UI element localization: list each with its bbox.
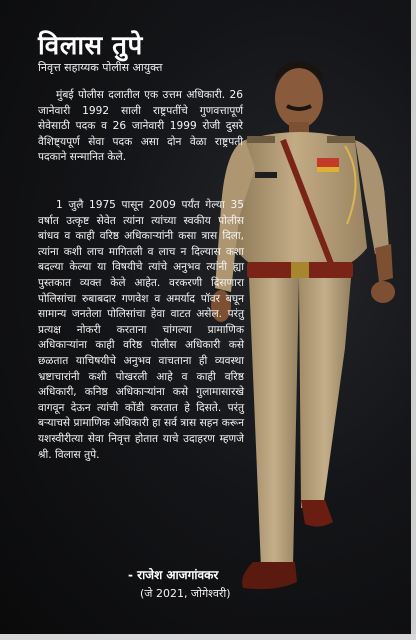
bio-paragraph-1: मुंबई पोलीस दलातील एक उत्तम अधिकारी. 26 जानेवारी 1992 साली राष्ट्रपतींचे गुणवत्तापूर्ण सेवेसाठी पदक व 26 जानेवारी 1999 रोजी दुसरे वैशिष्ट्यपूर्ण सेवा पदक असा दोन वेळा राष्ट्रपती पदकाने सन्मानित केले. [38,89,243,164]
author-designation: निवृत्त सहाय्यक पोलीस आयुक्त [38,61,163,74]
author-name-title: विलास तुपे [38,31,143,61]
signature-note: (जे 2021, जोगेश्वरी) [140,587,231,600]
page-edge-bottom [0,634,416,640]
bio-paragraph-2: 1 जुलै 1975 पासून 2009 पर्यंत गेल्या 35 वर्षात उत्कृष्ट सेवेत त्यांना त्यांच्या स्वकीय पोलीस बांधव व काही वरिष्ठ अधिकाऱ्यांनी कसा त्रास दिला, त्यांना कशी लाच मागितली व लाच न दिल्यास कशा बदल्या केल्या या विषयीचे त्यांचे अनुभव त्यांनी ह्या पुस्तकात व्यक्त केले आहेत. वरकरणी दिसणारा पोलिसांचा रुबाबदार गणवेश व अमर्याद पॉवर बघून सामान्य जनतेला पोलिसांचा हेवा वाटत असेल. परंतु प्रत्यक्ष नोकरी करताना चांगल्या प्रामाणिक अधिकाऱ्यांना काही वरिष्ठ पोलीस अधिकारी कसे छळतात याचिषयीचे अनुभव वाचताना ही व्यवस्था भ्रष्टाचारांनी कशी पोखरली आहे व काही वरिष्ठ अधिकारी, कनिष्ठ अधिकाऱ्यांना कसे गुलामासारखे वागवून देऊन त्यांची कोंडी करतात हे दिसते. परंतु बऱ्याचसे प्रामाणिक अधिकारी हा सर्व त्रास सहन करून यशस्वीरीत्या सेवा निवृत्त होतात याचे उदाहरण म्हणजे श्री. विलास तुपे. [38,199,244,461]
page-edge-right [411,0,416,640]
reviewer-signature: - राजेश आजगांवकर [128,568,219,582]
